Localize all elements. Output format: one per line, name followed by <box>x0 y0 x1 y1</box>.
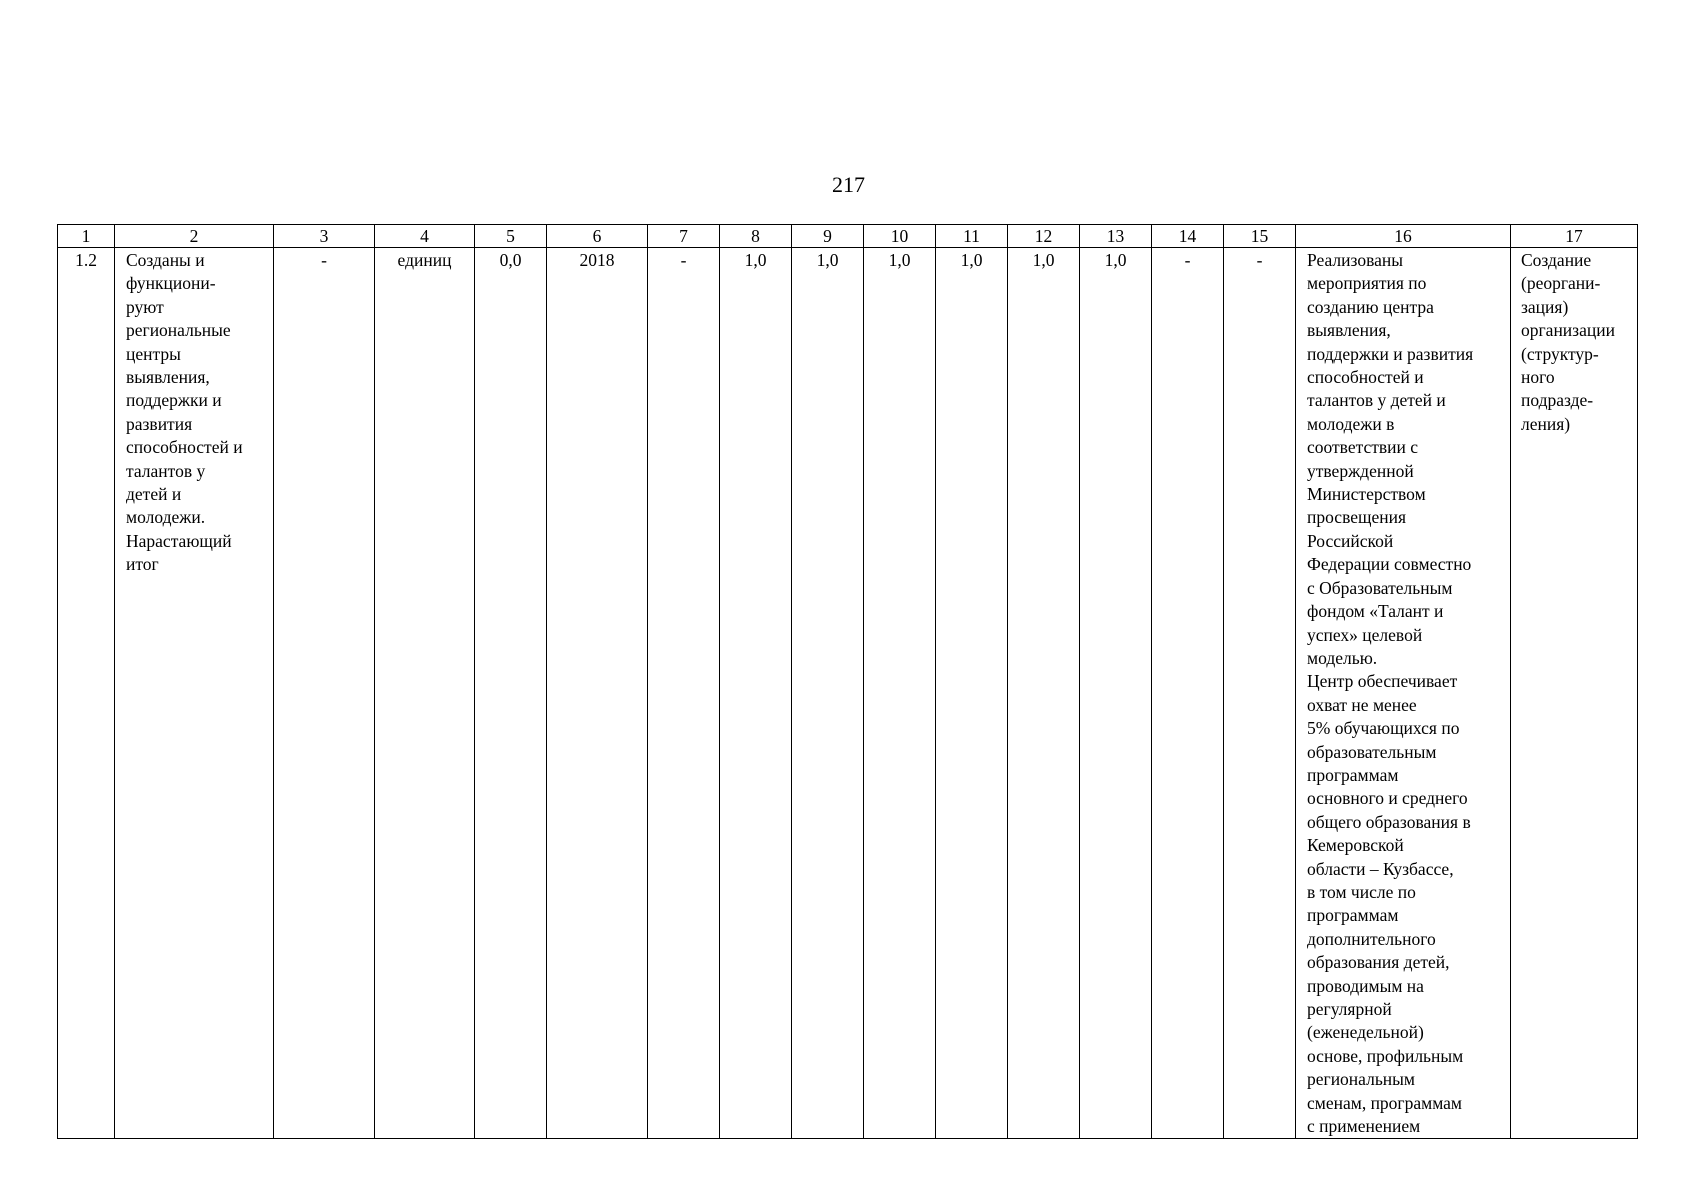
header-cell: 11 <box>936 225 1008 248</box>
table-cell: - <box>648 248 720 1139</box>
table-cell: - <box>1152 248 1224 1139</box>
indicator-name-cell: Созданы и функциони- руют региональные центры выявления, поддержки и развития способностей и талантов у детей и молодежи. Нарастающий итог <box>115 248 274 1139</box>
table-cell: - <box>1224 248 1296 1139</box>
header-cell: 8 <box>720 225 792 248</box>
value-cell: 1,0 <box>936 248 1008 1139</box>
header-cell: 9 <box>792 225 864 248</box>
header-cell: 7 <box>648 225 720 248</box>
table-cell: - <box>274 248 375 1139</box>
value-cell: 1,0 <box>864 248 936 1139</box>
header-cell: 12 <box>1008 225 1080 248</box>
header-cell: 1 <box>58 225 115 248</box>
header-cell: 3 <box>274 225 375 248</box>
header-cell: 10 <box>864 225 936 248</box>
header-cell: 5 <box>475 225 547 248</box>
value-cell: 1,0 <box>1008 248 1080 1139</box>
header-cell: 16 <box>1296 225 1511 248</box>
page-number: 217 <box>832 172 865 197</box>
header-cell: 17 <box>1511 225 1638 248</box>
table-row <box>58 248 1638 1139</box>
header-cell: 14 <box>1152 225 1224 248</box>
description-cell: Реализованы мероприятия по созданию центра выявления, поддержки и развития способностей и талантов у детей и молодежи в соответствии с утвержденной Министерством просвещения Российской Федерации совместно с Образовательным фондом «Талант и успех» целевой моделью. Центр обеспечивает охват не менее 5% обучающихся по образовательным программам основного и среднего общего образования в Кемеровской области – Кузбассе, в том числе по программам дополнительного образования детей, проводимым на регулярной (еженедельной) основе, профильным региональным сменам, программам с применением <box>1296 248 1511 1139</box>
header-cell: 6 <box>547 225 648 248</box>
indicator-table <box>57 224 1638 1139</box>
header-cell: 13 <box>1080 225 1152 248</box>
table-header-row <box>58 225 1638 248</box>
unit-cell: единиц <box>375 248 475 1139</box>
header-cell: 2 <box>115 225 274 248</box>
header-cell: 15 <box>1224 225 1296 248</box>
value-cell: 1,0 <box>720 248 792 1139</box>
value-cell: 1,0 <box>1080 248 1152 1139</box>
result-type-cell: Создание (реоргани- зация) организации (структур- ного подразде- ления) <box>1511 248 1638 1139</box>
header-cell: 4 <box>375 225 475 248</box>
base-year-cell: 2018 <box>547 248 648 1139</box>
value-cell: 1,0 <box>792 248 864 1139</box>
row-number-cell: 1.2 <box>58 248 115 1139</box>
base-value-cell: 0,0 <box>475 248 547 1139</box>
